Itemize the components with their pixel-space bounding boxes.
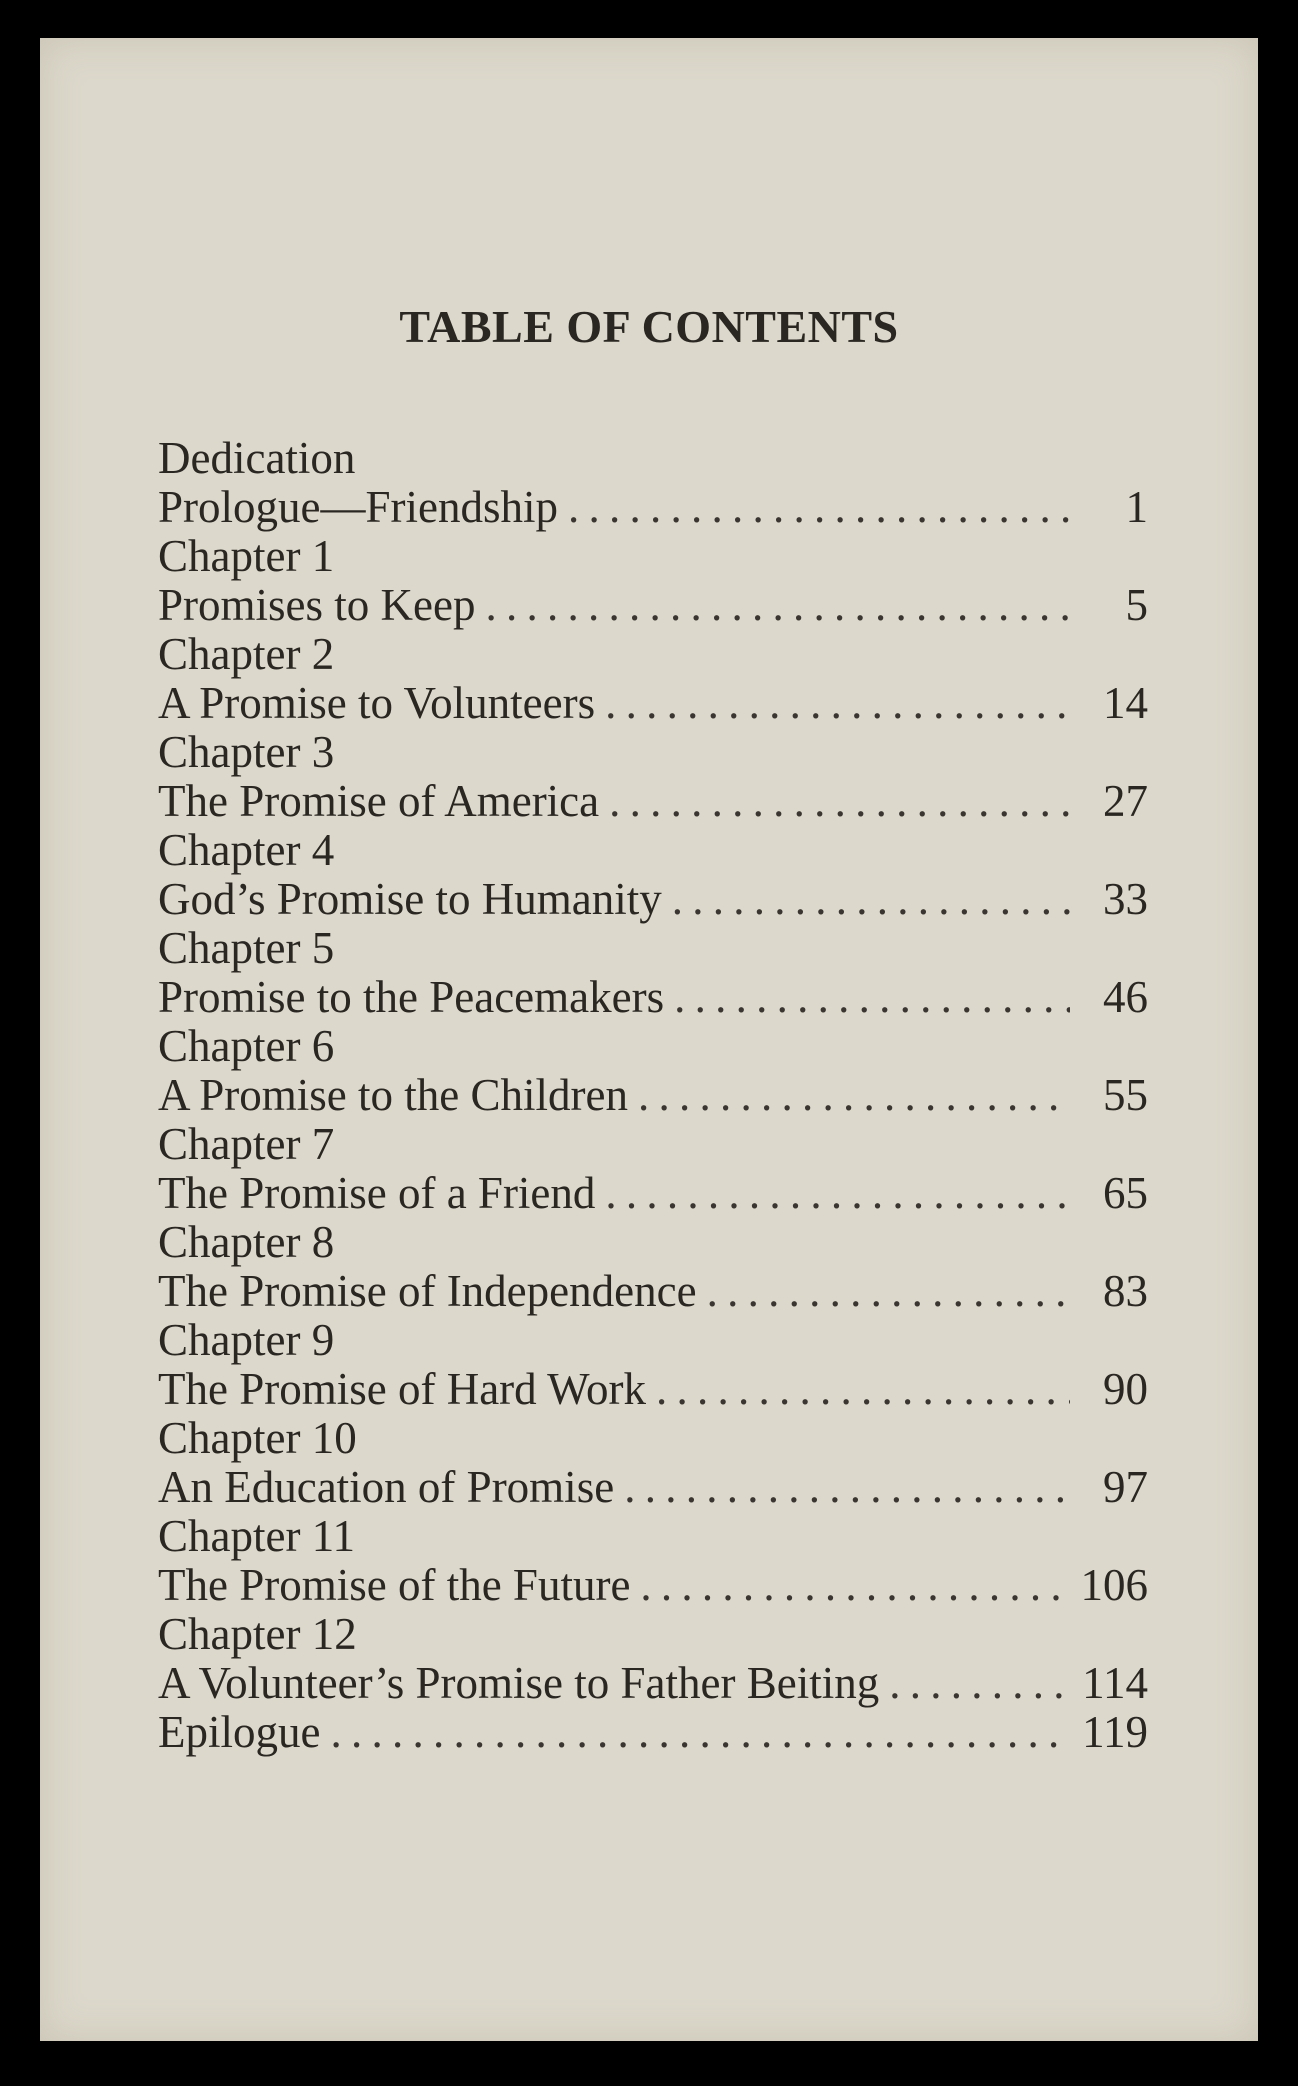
entry-page-number: 114 bbox=[1082, 1658, 1148, 1708]
toc-entry-epilogue bbox=[158, 1708, 1148, 1757]
dot-leader bbox=[485, 581, 1070, 630]
dot-leader bbox=[605, 1169, 1070, 1218]
entry-page-number: 5 bbox=[1125, 580, 1148, 630]
dot-leader bbox=[624, 1463, 1070, 1512]
entry-page-number: 65 bbox=[1103, 1168, 1148, 1218]
toc-entry bbox=[158, 1659, 1148, 1708]
toc-entry bbox=[158, 1365, 1148, 1414]
entry-page-number: 90 bbox=[1103, 1364, 1148, 1414]
toc-entry bbox=[158, 679, 1148, 728]
entry-page-number: 1 bbox=[1125, 482, 1148, 532]
chapter-label: Chapter 6 bbox=[158, 1021, 335, 1071]
chapter-label: Chapter 4 bbox=[158, 825, 335, 875]
chapter-label: Chapter 12 bbox=[158, 1609, 357, 1659]
entry-title: The Promise of the Future bbox=[158, 1560, 631, 1610]
dot-leader bbox=[638, 1071, 1070, 1120]
entry-page-number: 27 bbox=[1103, 776, 1148, 826]
entry-title: The Promise of Independence bbox=[158, 1266, 697, 1316]
entry-page-number: 97 bbox=[1103, 1462, 1148, 1512]
entry-title: Prologue—Friendship bbox=[158, 482, 558, 532]
entry-title: Epilogue bbox=[158, 1707, 321, 1757]
book-page bbox=[40, 38, 1258, 2041]
table-of-contents bbox=[158, 434, 1148, 1757]
entry-page-number: 55 bbox=[1103, 1070, 1148, 1120]
entry-page-number: 83 bbox=[1103, 1266, 1148, 1316]
toc-entry-prologue bbox=[158, 483, 1148, 532]
entry-title: A Promise to the Children bbox=[158, 1070, 628, 1120]
chapter-label: Chapter 11 bbox=[158, 1511, 356, 1561]
chapter-label: Chapter 2 bbox=[158, 629, 335, 679]
entry-title: An Education of Promise bbox=[158, 1462, 615, 1512]
entry-page-number: 14 bbox=[1103, 678, 1148, 728]
toc-entry bbox=[158, 1071, 1148, 1120]
dot-leader bbox=[674, 973, 1070, 1022]
toc-entry bbox=[158, 973, 1148, 1022]
entry-title: Promises to Keep bbox=[158, 580, 476, 630]
page-title: TABLE OF CONTENTS bbox=[399, 301, 899, 352]
chapter-label: Chapter 8 bbox=[158, 1217, 335, 1267]
entry-page-number: 106 bbox=[1080, 1560, 1148, 1610]
dot-leader bbox=[605, 679, 1070, 728]
chapter-label: Chapter 9 bbox=[158, 1315, 335, 1365]
toc-entry bbox=[158, 1267, 1148, 1316]
chapter-label: Chapter 5 bbox=[158, 923, 335, 973]
entry-page-number: 33 bbox=[1103, 874, 1148, 924]
dot-leader bbox=[568, 483, 1070, 532]
entry-title: The Promise of a Friend bbox=[158, 1168, 596, 1218]
entry-page-number: 119 bbox=[1082, 1707, 1148, 1757]
toc-entry bbox=[158, 1463, 1148, 1512]
chapter-label: Chapter 10 bbox=[158, 1413, 357, 1463]
toc-entry bbox=[158, 581, 1148, 630]
entry-title: God’s Promise to Humanity bbox=[158, 874, 662, 924]
chapter-label: Chapter 1 bbox=[158, 531, 335, 581]
entry-title: The Promise of Hard Work bbox=[158, 1364, 646, 1414]
dot-leader bbox=[889, 1659, 1070, 1708]
chapter-label: Chapter 7 bbox=[158, 1119, 335, 1169]
dot-leader bbox=[609, 777, 1070, 826]
dot-leader bbox=[707, 1267, 1070, 1316]
entry-title: Promise to the Peacemakers bbox=[158, 972, 665, 1022]
dot-leader bbox=[656, 1365, 1070, 1414]
entry-page-number: 46 bbox=[1103, 972, 1148, 1022]
dot-leader bbox=[640, 1561, 1070, 1610]
entry-title: A Promise to Volunteers bbox=[158, 678, 596, 728]
dedication-line: Dedication bbox=[158, 433, 356, 483]
toc-entry bbox=[158, 1169, 1148, 1218]
chapter-label: Chapter 3 bbox=[158, 727, 335, 777]
entry-title: The Promise of America bbox=[158, 776, 600, 826]
dot-leader bbox=[672, 875, 1070, 924]
toc-entry bbox=[158, 875, 1148, 924]
dot-leader bbox=[330, 1708, 1070, 1757]
toc-entry bbox=[158, 1561, 1148, 1610]
toc-entry bbox=[158, 777, 1148, 826]
entry-title: A Volunteer’s Promise to Father Beiting bbox=[158, 1658, 880, 1708]
